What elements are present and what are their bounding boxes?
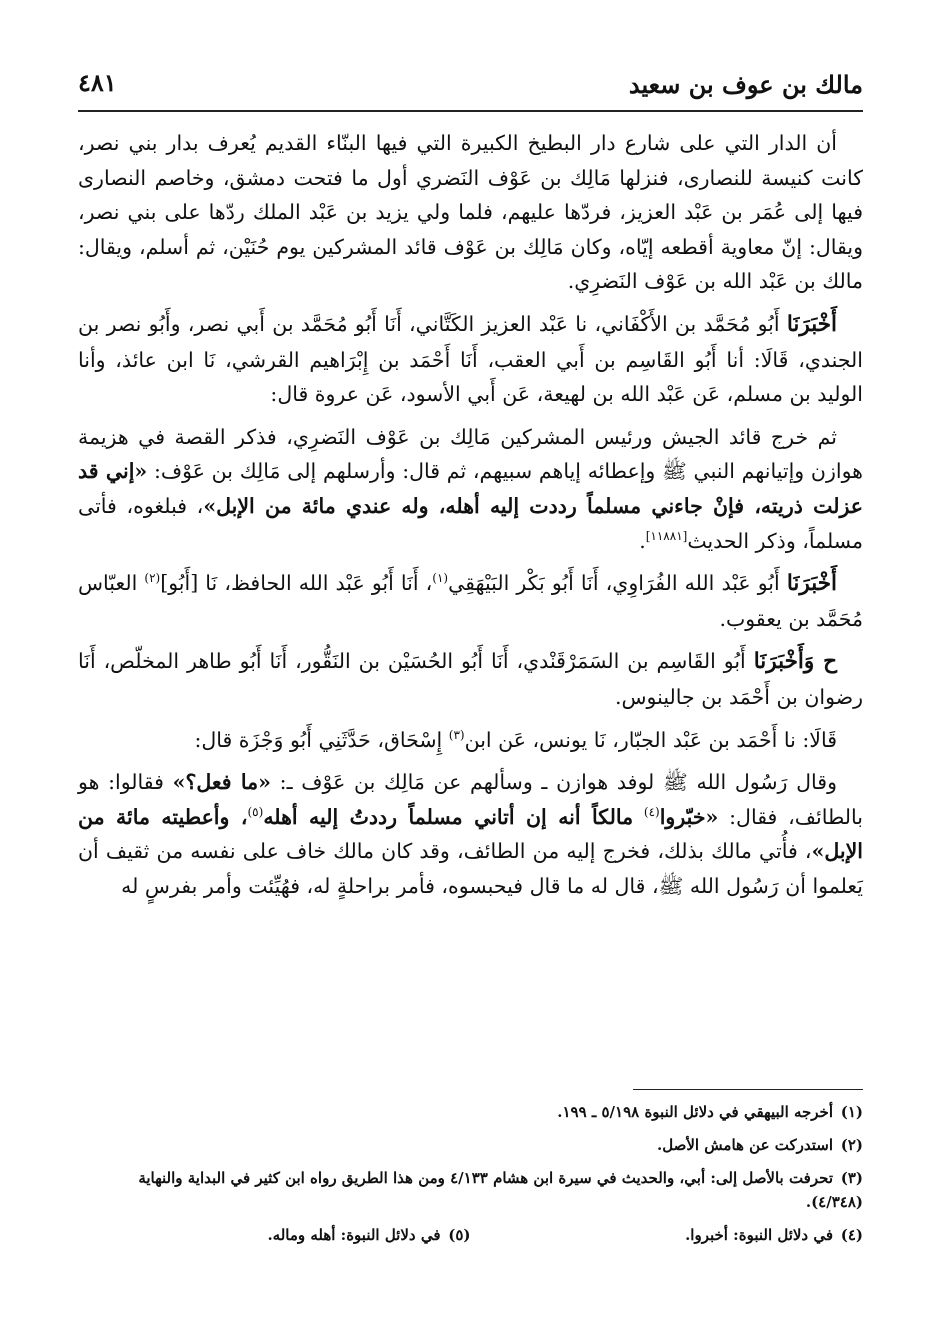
hadith-reference: [١١٨٨١] bbox=[645, 528, 688, 543]
footnote-2 bbox=[78, 1133, 863, 1157]
footnotes bbox=[78, 1100, 863, 1256]
isnad-lead: أَخْبَرَنَا bbox=[786, 311, 837, 337]
footnote-3 bbox=[78, 1166, 863, 1214]
footnote-number: (٣) bbox=[840, 1169, 863, 1187]
footnote-number: (١) bbox=[840, 1103, 863, 1121]
paragraph-text: ، فبلغوه، فأتى مسلماً، وذكر الحديث bbox=[78, 493, 863, 553]
footnote-text: في دلائل النبوة: أخبروا. bbox=[685, 1226, 833, 1244]
footnote-4 bbox=[471, 1223, 864, 1247]
footnote-text: أخرجه البيهقي في دلائل النبوة ٥/١٩٨ ـ ١٩٩. bbox=[557, 1103, 833, 1121]
paragraph-6 bbox=[78, 723, 863, 758]
paragraph-text: ، أَنَا أَبُو عَبْد الله الحافظ، نَا [أَبُو] bbox=[160, 571, 433, 596]
paragraph-text: ، فأُتي مالك بذلك، فخرج إليه من الطائف، وقد كان مالك خاف على نفسه من ثقيف أن يَعلموا أن رَسُول الله ﷺ، قال له ما قال فيحبسوه، فأمر براحلةٍ له، فهُيِّئت وأمر بفرسٍ له bbox=[78, 839, 863, 898]
footnote-text: استدركت عن هامش الأصل. bbox=[657, 1136, 833, 1154]
paragraph-2 bbox=[78, 307, 863, 412]
footnote-marker[interactable]: (٢) bbox=[144, 571, 161, 586]
prophet-quote: ، وأعطيته مائة من الإبل» bbox=[78, 804, 863, 864]
paragraph-4 bbox=[78, 566, 863, 636]
footnote-marker[interactable]: (١) bbox=[432, 571, 449, 586]
main-text bbox=[78, 126, 863, 911]
footnote-row bbox=[78, 1223, 863, 1256]
page-number: ٤٨١ bbox=[78, 68, 117, 97]
prophet-quote: مالكاً أنه إن أتاني مسلماً رددتُ إليه أهله bbox=[263, 804, 634, 829]
footnote-number: (٢) bbox=[840, 1136, 863, 1154]
page-header bbox=[78, 66, 863, 106]
paragraph-text: أَبُو مُحَمَّد بن الأَكْفَاني، نا عَبْد العزيز الكَتَّاني، أَنَا أَبُو مُحَمَّد بن أَبي نصر، وأَبُو نصر بن الجندي، قَالَا: أنا أَبُو القَاسِم بن أَبي العقب، أَنَا أَحْمَد بن إِبْرَاهيم القرشي، نَا ابن عائذ، وأنا الوليد بن مسلم، عَن عَبْد الله بن لهيعة، عَن أَبي الأسود، عَن عروة قال: bbox=[78, 311, 863, 407]
paragraph-text: وقال رَسُول الله ﷺ لوفد هوازن ـ وسألهم عن مَالِك بن عَوْف ـ: bbox=[279, 770, 837, 795]
paragraph-text: قَالَا: نا أَحْمَد بن عَبْد الجبّار، نَا يونس، عَن ابن bbox=[464, 727, 837, 752]
footnote-5 bbox=[78, 1223, 471, 1247]
prophet-quote: «خبّروا bbox=[659, 804, 719, 829]
running-title: مالك بن عوف بن سعيد bbox=[628, 70, 863, 99]
paragraph-7 bbox=[78, 765, 863, 903]
paragraph-text: العبّاس مُحَمَّد بن يعقوب. bbox=[78, 571, 863, 631]
header-rule bbox=[78, 110, 863, 112]
footnote-number: (٤) bbox=[840, 1226, 863, 1244]
footnote-marker[interactable]: (٤) bbox=[643, 804, 660, 819]
prophet-quote: «ما فعل؟» bbox=[172, 770, 271, 795]
paragraph-1 bbox=[78, 126, 863, 299]
footnote-marker[interactable]: (٥) bbox=[247, 804, 264, 819]
footnote-marker[interactable]: (٣) bbox=[448, 727, 465, 742]
isnad-lead: أَخْبَرَنَا bbox=[786, 571, 837, 597]
footnote-rule bbox=[633, 1089, 863, 1090]
footnote-text: تحرفت بالأصل إلى: أبي، والحديث في سيرة ابن هشام ٤/١٣٣ ومن هذا الطريق رواه ابن كثير في البداية والنهاية (٤/٣٤٨). bbox=[138, 1169, 863, 1211]
footnote-number: (٥) bbox=[448, 1226, 471, 1244]
paragraph-text: فقالوا: هو بالطائف، فقال: bbox=[78, 770, 863, 829]
paragraph-5 bbox=[78, 644, 863, 714]
isnad-lead: ح وَأَخْبَرَنَا bbox=[753, 649, 837, 675]
paragraph-text: أَبُو عَبْد الله الفُرَاوِي، أَنَا أَبُو بَكْر البَيْهَقِي bbox=[448, 571, 780, 596]
paragraph-3 bbox=[78, 420, 863, 558]
paragraph-text: أَبُو القَاسِم بن السَمَرْقَنْدي، أَنَا أَبُو الحُسَيْن بن النَقُّور، أَنَا أَبُو طاهر المخلّص، أَنَا رضوان بن أَحْمَد بن جالينوس. bbox=[78, 649, 863, 709]
paragraph-text: ثم خرج قائد الجيش ورئيس المشركين مَالِك بن عَوْف النَضرِي، فذكر القصة في هزيمة هوازن وإتيانهم النبي ﷺ وإعطائه إياهم سبيهم، ثم قال: وأرسلهم إلى مَالِك بن عَوْف: bbox=[78, 424, 863, 484]
footnote-text: في دلائل النبوة: أهله وماله. bbox=[267, 1226, 441, 1244]
paragraph-text: . bbox=[639, 528, 646, 553]
footnote-1 bbox=[78, 1100, 863, 1124]
paragraph-text: أن الدار التي على شارع دار البطيخ الكبيرة التي فيها البنّاء القديم يُعرف بدار بني نصر، كانت كنيسة للنصارى، فنزلها مَالِك بن عَوْف النَضري أول ما فتحت دمشق، وخاصم النصارى فيها إلى عُمَر بن عَبْد العزيز، فردّها عليهم، فلما ولي يزيد بن عَبْد الملك ردّها على بني نصر، ويقال: إنّ معاوية أقطعه إيّاه، وكان مَالِك بن عَوْف قائد المشركين يوم حُنَيْن، ثم أسلم، ويقال: مالك بن عَبْد الله بن عَوْف النَضرِي. bbox=[78, 131, 863, 294]
paragraph-text: إِسْحَاق، حَدَّثَنِي أَبُو وَجْزَة قال: bbox=[194, 727, 443, 752]
prophet-quote: «إني قد عزلت ذريته، فإنْ جاءني مسلماً رددت إليه أهله، وله عندي مائة من الإبل» bbox=[78, 459, 863, 518]
